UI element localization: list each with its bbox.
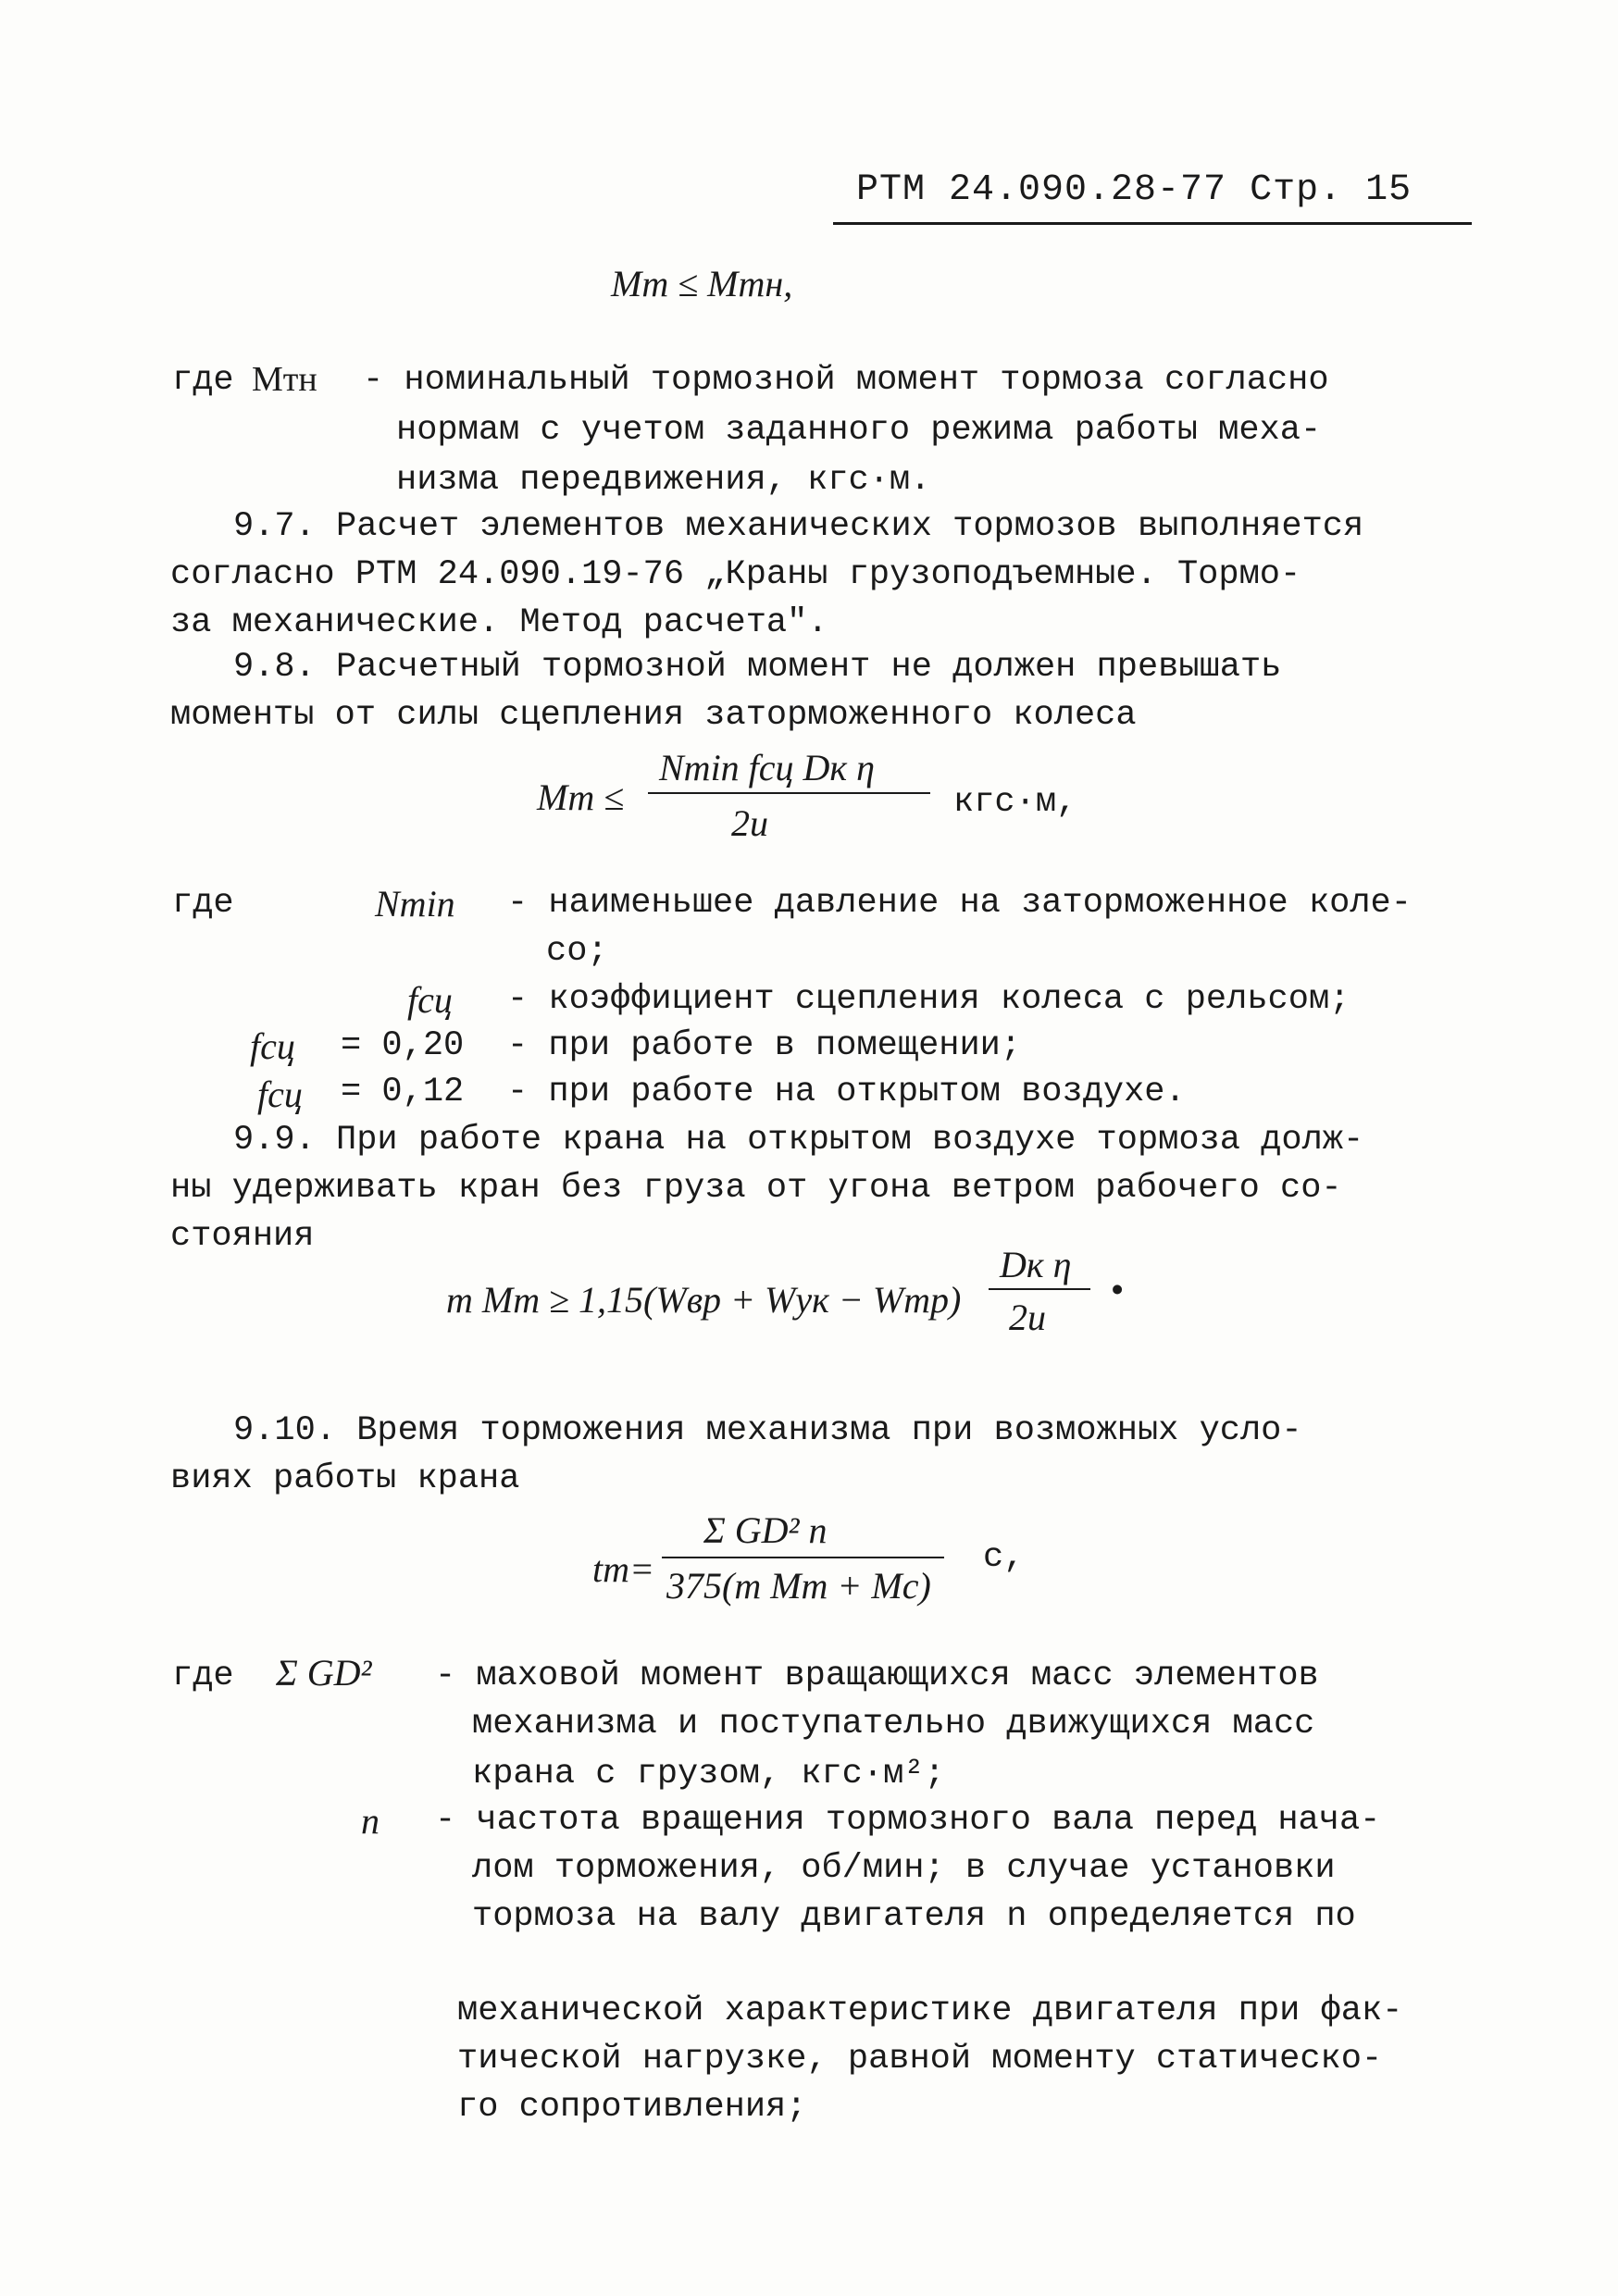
f1-numerator: Nmin fсц Dк η bbox=[659, 747, 875, 788]
def-mtn-line2: нормам с учетом заданного режима работы меха- bbox=[396, 411, 1322, 450]
defs2-where: где bbox=[172, 884, 234, 923]
f3-lhs: tт= bbox=[592, 1548, 654, 1590]
f1-unit: кгс·м, bbox=[953, 783, 1077, 822]
defs2-f1-symbol: fсц bbox=[250, 1025, 295, 1067]
tail-line1: механической характеристике двигателя при фак- bbox=[457, 1992, 1403, 2030]
defs3-n-line2: лом торможения, об/мин; в случае установки bbox=[472, 1849, 1336, 1888]
f2-fraction-bar bbox=[989, 1288, 1090, 1290]
p910-line1: 9.10. Время торможения механизма при возможных усло- bbox=[233, 1411, 1302, 1450]
p98-line2: моменты от силы сцепления заторможенного колеса bbox=[170, 696, 1137, 735]
f3-fraction-bar bbox=[662, 1557, 944, 1558]
defs2-nmin-line1: - наименьшее давление на заторможенное коле- bbox=[507, 884, 1412, 923]
defs2-f1-text: - при работе в помещении; bbox=[507, 1026, 1022, 1065]
header-rule bbox=[833, 222, 1472, 225]
tail-line3: го сопротивления; bbox=[457, 2088, 807, 2127]
defs2-f2-text: - при работе на открытом воздухе. bbox=[507, 1073, 1186, 1111]
f3-numerator: Σ GD² n bbox=[703, 1509, 828, 1551]
p97-line3: за механические. Метод расчета". bbox=[170, 603, 828, 642]
defs2-nmin-line2: со; bbox=[546, 932, 608, 971]
defs3-n-line1: - частота вращения тормозного вала перед нача- bbox=[435, 1801, 1381, 1840]
f1-fraction-bar bbox=[648, 792, 930, 794]
defs2-fsc-symbol: fсц bbox=[407, 979, 453, 1021]
defs3-where: где bbox=[172, 1657, 234, 1695]
defs2-nmin-symbol: Nmin bbox=[375, 883, 455, 925]
f2-lhs: m Mт ≥ 1,15(Wвр + Wук − Wтр) bbox=[446, 1279, 962, 1321]
p910-line2: виях работы крана bbox=[170, 1459, 520, 1498]
def-where: где bbox=[172, 361, 234, 400]
def-symbol-mtn: Мтн bbox=[252, 360, 317, 399]
defs3-n-symbol: n bbox=[361, 1800, 380, 1842]
f3-unit: с, bbox=[983, 1538, 1025, 1577]
defs3-gd-line3: крана с грузом, кгс·м²; bbox=[472, 1755, 945, 1793]
p97-line1: 9.7. Расчет элементов механических тормозов выполняется bbox=[233, 507, 1364, 546]
f2-numerator: Dк η bbox=[1000, 1244, 1072, 1285]
defs2-f2-value: = 0,12 bbox=[341, 1073, 465, 1111]
p98-line1: 9.8. Расчетный тормозной момент не должен превышать bbox=[233, 648, 1282, 687]
defs3-gd-line1: - маховой момент вращающихся масс элементов bbox=[435, 1657, 1319, 1695]
inequality-mt: Мт ≤ Мтн, bbox=[611, 263, 793, 304]
def-mtn-line1: - номинальный тормозной момент тормоза согласно bbox=[363, 361, 1329, 400]
page-header: РТМ 24.090.28-77 Стр. 15 bbox=[856, 169, 1413, 211]
f3-denominator: 375(m Mт + Mс) bbox=[666, 1565, 931, 1607]
def-mtn-line3: низма передвижения, кгс·м. bbox=[396, 461, 931, 500]
defs2-f2-symbol: fсц bbox=[257, 1074, 303, 1115]
p97-line2: согласно РТМ 24.090.19-76 „Краны грузоподъемные. Тормо- bbox=[170, 555, 1301, 594]
p99-line3: стояния bbox=[170, 1217, 315, 1256]
defs3-n-line3: тормоза на валу двигателя n определяется по bbox=[472, 1897, 1356, 1936]
p99-line1: 9.9. При работе крана на открытом воздухе тормоза долж- bbox=[233, 1121, 1364, 1160]
tail-line2: тической нагрузке, равной моменту статическо- bbox=[457, 2040, 1383, 2079]
defs3-gd-symbol: Σ GD² bbox=[276, 1652, 372, 1694]
f1-denominator: 2u bbox=[731, 802, 768, 844]
p99-line2: ны удерживать кран без груза от угона ветром рабочего со- bbox=[170, 1169, 1342, 1208]
defs3-gd-line2: механизма и поступательно движущихся масс bbox=[472, 1705, 1315, 1744]
defs2-fsc-text: - коэффициент сцепления колеса с рельсом; bbox=[507, 980, 1350, 1019]
f2-denominator: 2u bbox=[1009, 1297, 1046, 1338]
defs2-f1-value: = 0,20 bbox=[341, 1026, 465, 1065]
f1-lhs: Мт ≤ bbox=[537, 776, 625, 818]
f2-end-dot: • bbox=[1107, 1273, 1128, 1312]
